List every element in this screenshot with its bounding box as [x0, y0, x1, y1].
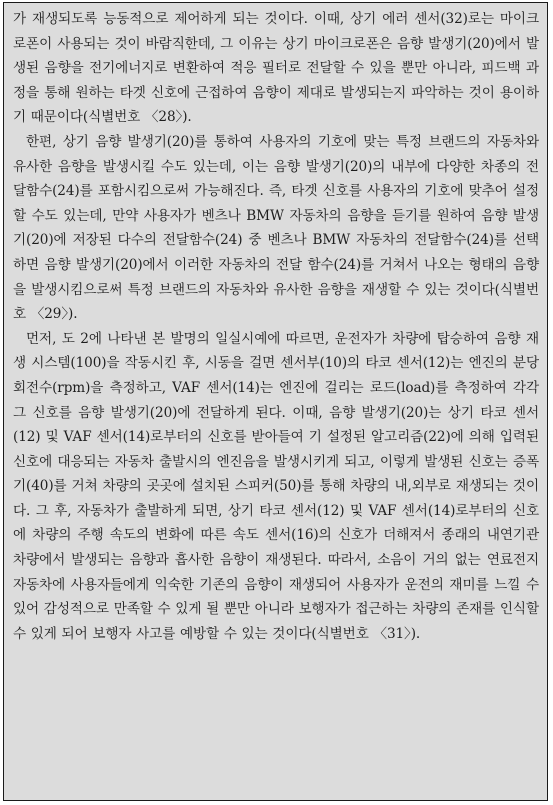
paragraph-2: 한편, 상기 음향 발생기(20)를 통하여 사용자의 기호에 맞는 특정 브랜드의 자동차와 유사한 음향을 발생시킬 수도 있는데, 이는 음향 발생기(20)의 내부에 다양한 차종의 전달함수(24)를 포함시킴으로써 가능해진다. 즉, 타겟 신호를 사용자의 기호에 맞추어 설정할 수도 있는데, 만약 사용자가 벤츠나 BMW 자동차의 음향을 듣기를 원하여 음향 발생기(20)에 저장된 다수의 전달함수(24) 중 벤츠나 BMW 자동차의 전달함수(24)를 선택하면 음향 발생기(20)에서 이러한 자동차의 전달 함수(24)를 거쳐서 나오는 형태의 음향을 발생시킴으로써 특정 브랜드의 자동차와 유사한 음향을 재생할 수 있는 것이다(식별번호 〈29〉).	[13, 133, 539, 323]
paragraph-3: 먼저, 도 2에 나타낸 본 발명의 일실시예에 따르면, 운전자가 차량에 탑승하여 음향 재생 시스템(100)을 작동시킨 후, 시동을 걸면 센서부(10)의 타코 센서(12)는 엔진의 분당 회전수(rpm)을 측정하고, VAF 센서(14)는 엔진에 걸리는 로드(load)를 측정하여 각각 그 신호를 음향 발생기(20)에 전달하게 된다. 이때, 음향 발생기(20)는 상기 타코 센서(12) 및 VAF 센서(14)로부터의 신호를 받아들여 기 설정된 알고리즘(22)에 의해 입력된 신호에 대응되는 자동차 출발시의 엔진음을 발생시키게 되고, 이렇게 발생된 신호는 증폭기(40)를 거쳐 차량의 곳곳에 설치된 스피커(50)를 통해 차량의 내,외부로 재생되는 것이다. 그 후, 자동차가 출발하게 되면, 상기 타코 센서(12) 및 VAF 센서(14)로부터의 신호에 차량의 주행 속도의 변화에 따른 속도 센서(16)의 신호가 더해져서 종래의 내연기관 차량에서 발생되는 음향과 흡사한 음향이 재생된다. 따라서, 소음이 거의 없는 연료전지 자동차에 사용자들에게 익숙한 기존의 음향이 재생되어 사용자가 운전의 재미를 느낄 수 있어 감성적으로 만족할 수 있게 될 뿐만 아니라 보행자가 접근하는 차량의 존재를 인식할 수 있게 되어 보행자 사고를 예방할 수 있는 것이다(식별번호 〈31〉).	[13, 330, 539, 642]
paragraph-1: 가 재생되도록 능동적으로 제어하게 되는 것이다. 이때, 상기 에러 센서(32)로는 마이크로폰이 사용되는 것이 바람직한데, 그 이유는 상기 마이크로폰은 음향 발생기(20)에서 발생된 음향을 전기에너지로 변환하여 적응 필터로 전달할 수 있을 뿐만 아니라, 피드백 과정을 통해 원하는 타겟 신호에 근접하여 음향이 제대로 발생되는지 파악하는 것이 용이하기 때문이다(식별번호 〈28〉).	[13, 11, 539, 126]
document-text-box	[3, 2, 548, 801]
